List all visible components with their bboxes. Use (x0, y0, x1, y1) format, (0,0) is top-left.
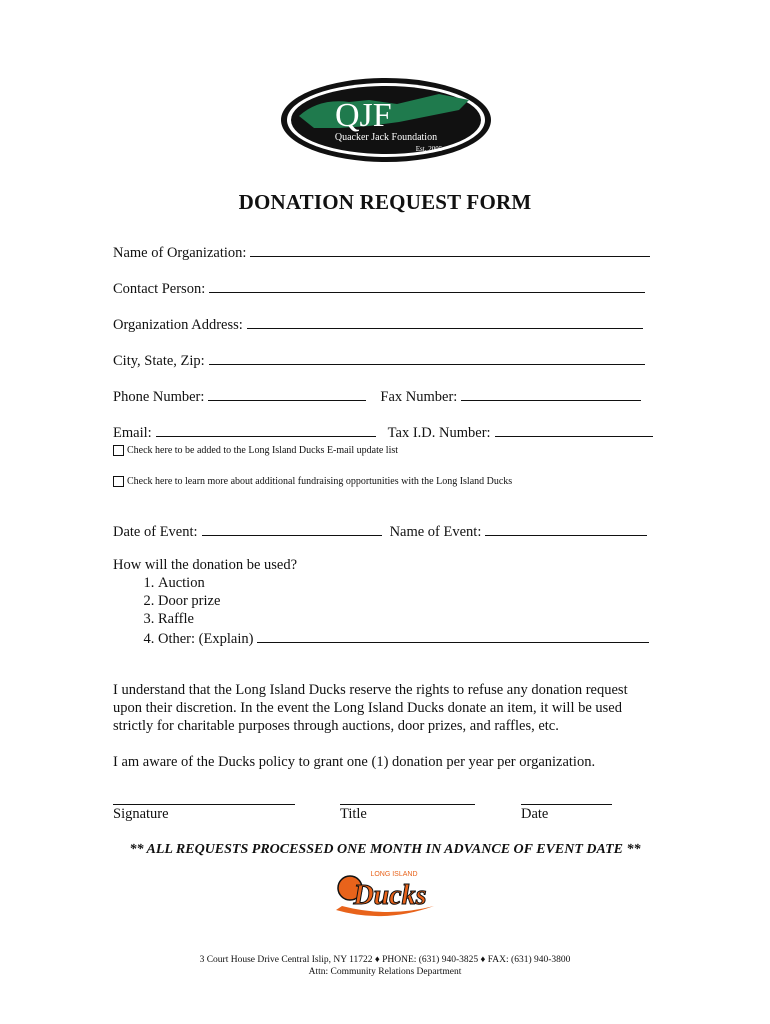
email-label: Email: (113, 425, 152, 441)
date-line[interactable] (521, 804, 612, 805)
signature-line[interactable] (113, 804, 295, 805)
signature-label: Signature (113, 806, 169, 822)
date-event-label: Date of Event: (113, 524, 198, 540)
usage-other-label: Other: (Explain) (158, 631, 254, 647)
org-name-label: Name of Organization: (113, 245, 247, 261)
date-label: Date (521, 806, 549, 822)
phone-label: Phone Number: (113, 389, 205, 405)
usage-other-field[interactable] (257, 628, 649, 643)
ducks-logo-text: Ducks (353, 880, 427, 911)
long-island-ducks-logo (328, 866, 440, 922)
email-field[interactable] (156, 422, 376, 437)
name-event-label: Name of Event: (389, 524, 482, 540)
email-updates-label: Check here to be added to the Long Island Ducks E-mail update list (127, 445, 399, 456)
form-title: DONATION REQUEST FORM (238, 190, 532, 214)
address-label: Organization Address: (113, 317, 243, 333)
address-row (113, 314, 643, 334)
contact-label: Contact Person: (113, 281, 206, 297)
donation-usage (113, 556, 649, 648)
email-taxid-row (113, 422, 653, 442)
fax-label: Fax Number: (380, 389, 458, 405)
city-label: City, State, Zip: (113, 353, 205, 369)
event-row (113, 521, 647, 541)
ducks-logo-small-text: LONG ISLAND (370, 871, 418, 878)
fundraising-label: Check here to learn more about additional fundraising opportunities with the Long Island Ducks (127, 476, 513, 487)
phone-field[interactable] (208, 386, 366, 401)
policy-paragraph: I am aware of the Ducks policy to grant one (1) donation per year per organization. (113, 754, 596, 770)
processing-notice: ** ALL REQUESTS PROCESSED ONE MONTH IN ADVANCE OF EVENT DATE ** (129, 842, 641, 857)
rights-paragraph: I understand that the Long Island Ducks reserve the rights to refuse any donation request upon their discretion. In the event the Long Island Ducks donate an item, it will be used strictly for charitable purposes through auctions, door prizes, and raffles, etc. (113, 682, 628, 734)
usage-option: 1. Auction (158, 574, 649, 592)
logo-established: Est. 2005 (415, 145, 443, 153)
title-line[interactable] (340, 804, 475, 805)
usage-question: How will the donation be used? (113, 557, 298, 573)
logo-foundation-name: Quacker Jack Foundation (334, 132, 438, 143)
fundraising-checkbox[interactable] (113, 476, 124, 487)
contact-field[interactable] (209, 278, 645, 293)
date-event-field[interactable] (202, 521, 382, 536)
name-event-field[interactable] (485, 521, 647, 536)
city-row (113, 350, 645, 370)
org-name-field[interactable] (250, 242, 650, 257)
logo-initials: QJF (335, 97, 392, 134)
usage-option: 3. Raffle (158, 610, 649, 628)
org-name-row (113, 242, 650, 262)
taxid-field[interactable] (495, 422, 653, 437)
usage-option: 2. Door prize (158, 592, 649, 610)
usage-options (113, 574, 649, 648)
quacker-jack-foundation-logo (279, 76, 493, 164)
phone-fax-row (113, 386, 641, 406)
address-field[interactable] (247, 314, 643, 329)
contact-row (113, 278, 645, 298)
email-updates-checkbox[interactable] (113, 445, 124, 456)
footer (0, 954, 770, 978)
fax-field[interactable] (461, 386, 641, 401)
fundraising-checkbox-row (113, 476, 512, 487)
usage-option-other (158, 628, 649, 648)
footer-address: 3 Court House Drive Central Islip, NY 11722 ♦ PHONE: (631) 940-3825 ♦ FAX: (631) 940-3800 (199, 955, 571, 965)
email-updates-checkbox-row (113, 445, 398, 456)
title-label: Title (340, 806, 367, 822)
taxid-label: Tax I.D. Number: (387, 425, 491, 441)
city-field[interactable] (209, 350, 645, 365)
footer-attn: Attn: Community Relations Department (308, 967, 462, 977)
